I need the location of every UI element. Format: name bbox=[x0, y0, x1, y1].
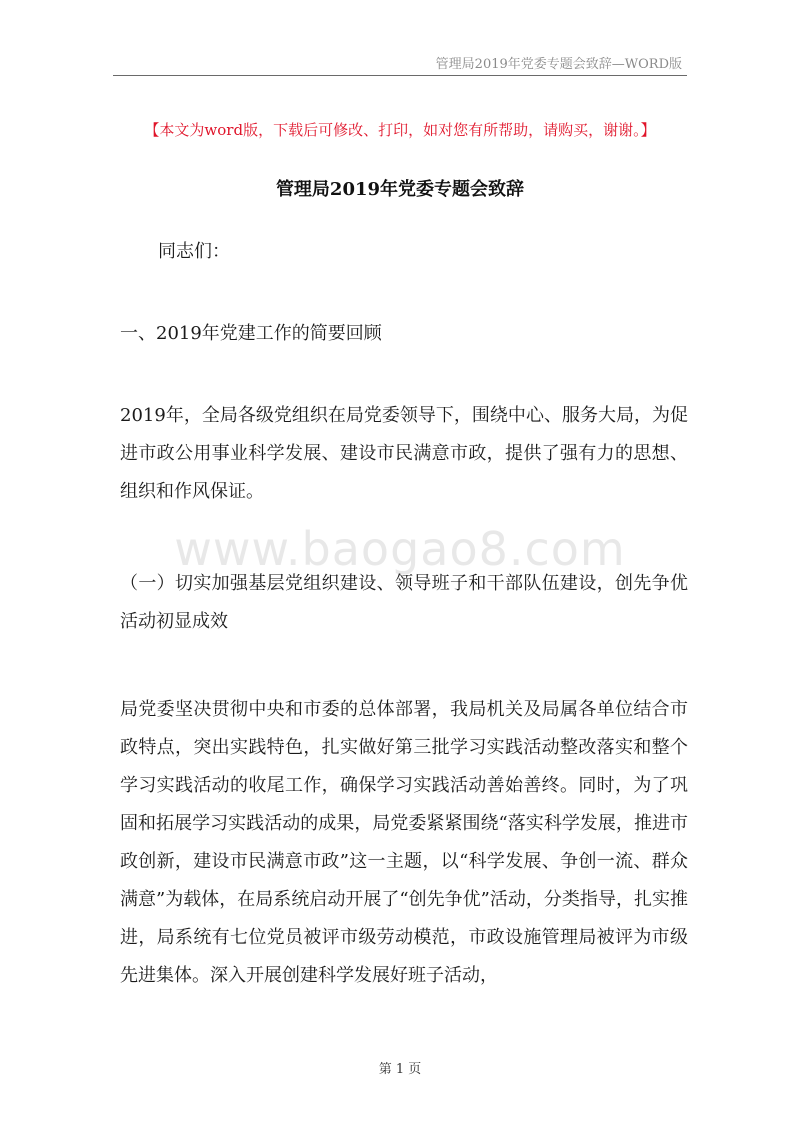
document-title: 管理局2019年党委专题会致辞 bbox=[275, 179, 525, 200]
watermark: www.baogao8.com bbox=[174, 522, 626, 576]
page-number: 第 1 页 bbox=[378, 1062, 422, 1077]
paragraph-2: 局党委坚决贯彻中央和市委的总体部署，我局机关及局属各单位结合市政特点，突出实践特色，扎实做好第三批学习实践活动整改落实和整个学习实践活动的收尾工作，确保学习实践活动善始善终。同时，为了巩固和拓展学习实践活动的成果，局党委紧紧围绕“落实科学发展，推进市政创新，建设市民满意市政”这一主题，以“科学发展、争创一流、群众满意”为载体，在局系统启动开展了“创先争优”活动，分类指导，扎实推进，局系统有七位党员被评市级劳动模范，市政设施管理局被评为市级先进集体。深入开展创建科学发展好班子活动， bbox=[120, 699, 688, 986]
greeting: 同志们： bbox=[158, 241, 230, 262]
header-divider bbox=[113, 75, 687, 76]
paragraph-1: 2019年，全局各级党组织在局党委领导下，围绕中心、服务大局，为促进市政公用事业科学发展、建设市民满意市政，提供了强有力的思想、组织和作风保证。 bbox=[120, 405, 688, 502]
purchase-notice: 【本文为word版，下载后可修改、打印，如对您有所帮助，请购买，谢谢。】 bbox=[144, 121, 656, 139]
running-header: 管理局2019年党委专题会致辞—WORD版 bbox=[435, 57, 682, 72]
subheading-1: （一）切实加强基层党组织建设、领导班子和干部队伍建设，创先争优活动初显成效 bbox=[120, 573, 688, 632]
section-heading-1: 一、2019年党建工作的简要回顾 bbox=[120, 323, 382, 344]
